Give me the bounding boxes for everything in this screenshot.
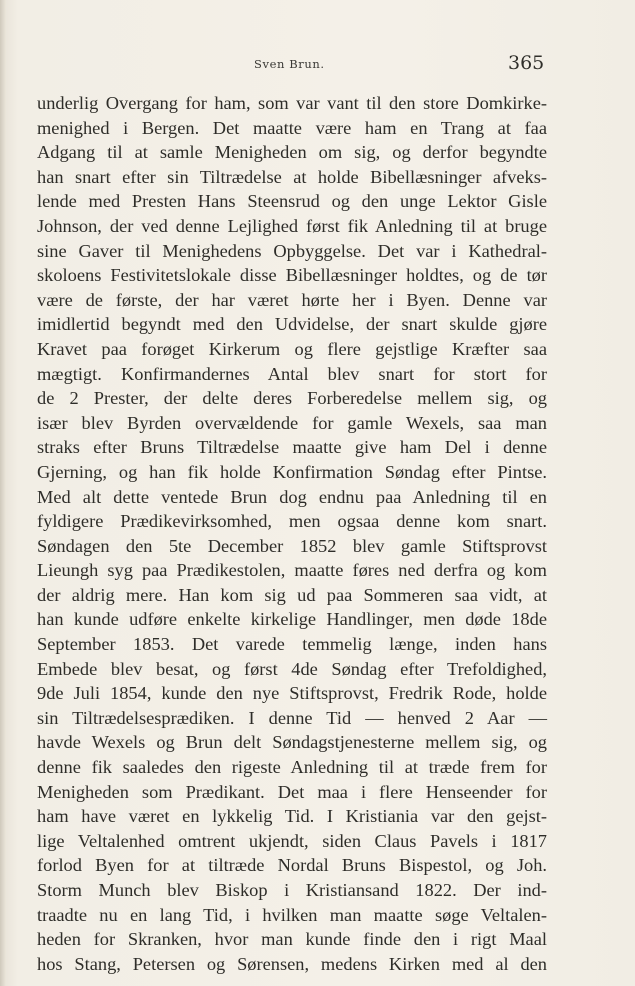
text-line: traadte nu en lang Tid, i hvilken man maatte søge Veltalen- xyxy=(37,904,547,925)
text-line: Gjerning, og han fik holde Konfirmation Søndag efter Pintse. xyxy=(37,461,547,482)
text-line: imidlertid begyndt med den Udvidelse, der snart skulde gjøre xyxy=(37,314,547,335)
text-line: straks efter Bruns Tiltrædelse maatte give ham Del i denne xyxy=(37,437,547,458)
text-line: de 2 Prester, der delte deres Forberedelse mellem sig, og xyxy=(37,388,547,409)
text-line: der aldrig mere. Han kom sig ud paa Sommeren saa vidt, at xyxy=(37,584,547,605)
text-line: lende med Presten Hans Steensrud og den unge Lektor Gisle xyxy=(37,191,547,212)
text-line: menighed i Bergen. Det maatte være ham en Trang at faa xyxy=(37,117,547,138)
text-line: mægtigt. Konfirmandernes Antal blev snart for stort for xyxy=(37,363,547,384)
text-line: havde Wexels og Brun delt Søndagstjenesterne mellem sig, og xyxy=(37,732,547,753)
text-line: han snart efter sin Tiltrædelse at holde Bibellæsninger afveks- xyxy=(37,166,547,187)
text-line: Med alt dette ventede Brun dog endnu paa Anledning til en xyxy=(37,486,547,507)
text-line: underlig Overgang for ham, som var vant til den store Domkirke- xyxy=(37,93,547,113)
text-line: ham have været en lykkelig Tid. I Kristiania var den gejst- xyxy=(37,806,547,827)
text-line: fyldigere Prædikevirksomhed, men ogsaa denne kom snart. xyxy=(37,511,547,532)
text-line: sine Gaver til Menighedens Opbyggelse. Det var i Kathedral- xyxy=(37,240,547,261)
text-line: skoloens Festivitetslokale disse Bibellæsninger holdtes, og de tør xyxy=(37,265,547,286)
text-line: Storm Munch blev Biskop i Kristiansand 1822. Der ind- xyxy=(37,880,547,900)
text-line: sin Tiltrædelsesprædiken. I denne Tid — henved 2 Aar — xyxy=(37,707,547,728)
text-line: Adgang til at samle Menigheden om sig, og derfor begyndte xyxy=(37,142,547,163)
text-line: forlod Byen for at tiltræde Nordal Bruns Bispestol, og Joh. xyxy=(37,855,547,876)
text-line: September 1853. Det varede temmelig længe, inden hans xyxy=(37,634,547,655)
page-number: 365 xyxy=(508,52,545,74)
text-line: lige Veltalenhed omtrent ukjendt, siden Claus Pavels i 1817 xyxy=(37,830,547,851)
text-line: Johnson, der ved denne Lejlighed først fik Anledning til at bruge xyxy=(37,215,547,236)
text-line: Søndagen den 5te December 1852 blev gamle Stiftsprovst xyxy=(37,535,547,556)
text-line: være de første, der har været hørte her i Byen. Denne var xyxy=(37,289,547,310)
body-text xyxy=(37,91,547,976)
text-line: heden for Skranken, hvor man kunde finde den i rigt Maal xyxy=(37,929,547,950)
text-line: denne fik saaledes den rigeste Anledning til at træde frem for xyxy=(37,757,547,778)
text-line: Lieungh syg paa Prædikestolen, maatte føres ned derfra og kom xyxy=(37,560,547,581)
text-line: 9de Juli 1854, kunde den nye Stiftsprovst, Fredrik Rode, holde xyxy=(37,683,547,704)
text-line: Embede blev besat, og først 4de Søndag efter Trefoldighed, xyxy=(37,658,547,679)
text-line: han kunde udføre enkelte kirkelige Handlinger, men døde 18de xyxy=(37,609,547,630)
text-line: Menigheden som Prædikant. Det maa i flere Henseender for xyxy=(37,781,547,802)
page-gutter xyxy=(0,0,6,986)
running-head: Sven Brun. xyxy=(254,57,325,71)
page-header xyxy=(0,52,635,82)
text-line: Kravet paa forøget Kirkerum og flere gejstlige Kræfter saa xyxy=(37,338,547,359)
text-line: især blev Byrden overvældende for gamle Wexels, saa man xyxy=(37,412,547,433)
text-line: hos Stang, Petersen og Sørensen, medens Kirken med al den xyxy=(37,953,547,974)
